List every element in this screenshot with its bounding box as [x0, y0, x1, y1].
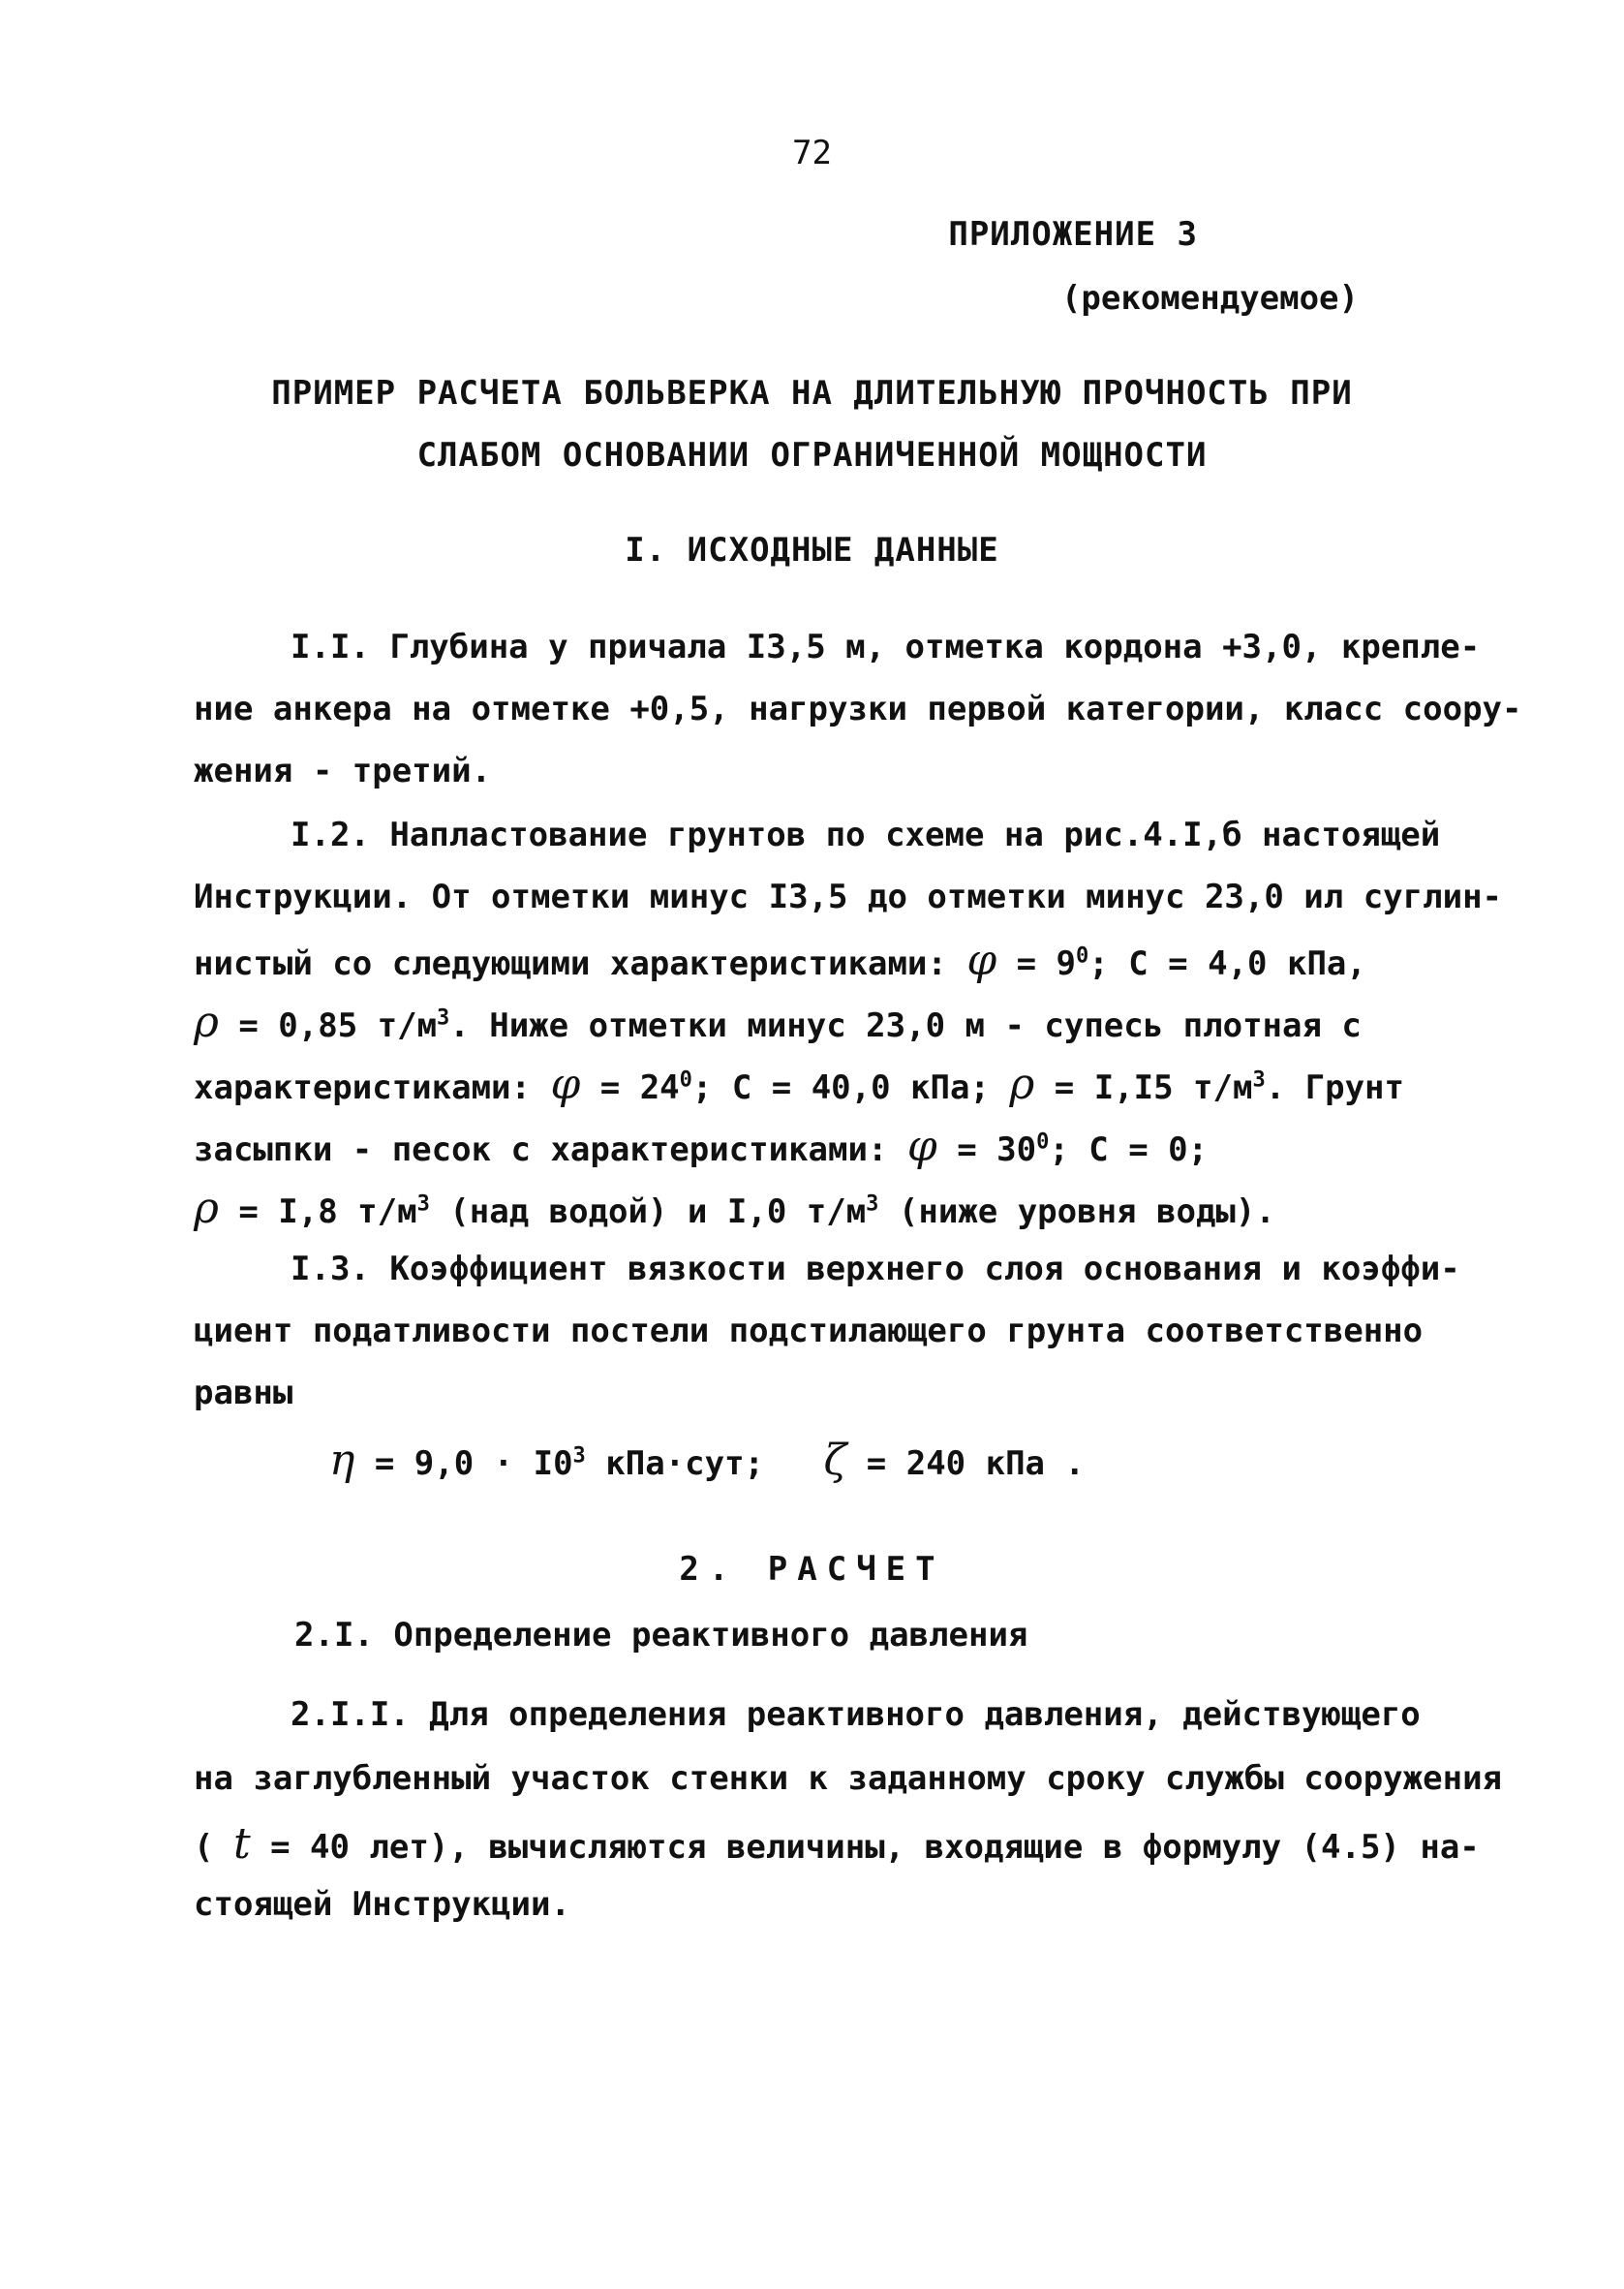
- t-symbol: t: [232, 1819, 251, 1869]
- section-1-heading: I. ИСХОДНЫЕ ДАННЫЕ: [625, 531, 999, 570]
- rho-symbol: ρ: [194, 1184, 219, 1233]
- cube-superscript: 3: [437, 1005, 450, 1031]
- rho-symbol: ρ: [1009, 1060, 1035, 1109]
- paragraph-2-1-1-line-2: на заглубленный участок стенки к заданному сроку службы сооружения: [194, 1759, 1503, 1798]
- text-span: = 30: [936, 1130, 1037, 1169]
- zeta-symbol: ζ: [823, 1436, 847, 1485]
- document-title-line-1: ПРИМЕР РАСЧЕТА БОЛЬВЕРКА НА ДЛИТЕЛЬНУЮ ПРОЧНОСТЬ ПРИ: [271, 374, 1353, 413]
- cube-superscript: 3: [416, 1191, 430, 1217]
- cube-superscript: 3: [866, 1191, 879, 1217]
- phi-symbol: φ: [966, 936, 997, 985]
- cube-superscript: 3: [572, 1443, 586, 1469]
- text-span: . Грунт: [1265, 1068, 1404, 1107]
- text-span: = 0,85 т/м: [218, 1006, 438, 1045]
- paragraph-1-2-line-1: I.2. Напластование грунтов по схеме на рис.4.I,б настоящей: [291, 816, 1441, 854]
- cube-superscript: 3: [1252, 1067, 1266, 1093]
- text-span: характеристиками:: [194, 1068, 551, 1107]
- text-span: засыпки - песок с характеристиками:: [194, 1130, 907, 1169]
- paragraph-1-2-line-4: [194, 998, 1362, 1047]
- paragraph-1-1-line-3: жения - третий.: [194, 752, 492, 790]
- appendix-label: ПРИЛОЖЕНИЕ 3: [948, 215, 1198, 254]
- text-span: . Ниже отметки минус 23,0 м - супесь плотная с: [449, 1006, 1362, 1045]
- subsection-2-1-heading: 2.I. Определение реактивного давления: [294, 1616, 1028, 1655]
- text-span: = 9: [996, 944, 1077, 983]
- text-span: = I,I5 т/м: [1034, 1068, 1253, 1107]
- text-span: = 40 лет), вычисляются величины, входящие в формулу (4.5) на-: [250, 1828, 1480, 1867]
- text-span: ; С = 40,0 кПа;: [691, 1068, 1010, 1107]
- text-span: (ниже уровня воды).: [878, 1192, 1275, 1231]
- paragraph-1-2-line-3: [194, 936, 1366, 985]
- paragraph-1-3-line-1: I.3. Коэффициент вязкости верхнего слоя основания и коэффи-: [291, 1250, 1460, 1288]
- text-span: = 240 кПа .: [846, 1444, 1085, 1483]
- text-span: кПа·сут;: [585, 1444, 765, 1483]
- text-span: = 9,0 · I0: [354, 1444, 573, 1483]
- paragraph-1-3-line-2: циент податливости постели подстилающего грунта соответственно: [194, 1312, 1424, 1350]
- text-span: (над водой) и I,0 т/м: [429, 1192, 867, 1231]
- eta-symbol: η: [329, 1436, 355, 1485]
- paragraph-1-1-line-2: ние анкера на отметке +0,5, нагрузки первой категории, класс соору-: [194, 690, 1522, 728]
- text-span: = I,8 т/м: [218, 1192, 417, 1231]
- rho-symbol: ρ: [194, 998, 219, 1047]
- degree-superscript: 0: [679, 1067, 692, 1093]
- text-span: (: [194, 1828, 233, 1867]
- formula-line: [329, 1436, 1085, 1485]
- paragraph-1-2-line-6: [194, 1122, 1209, 1171]
- paragraph-1-1-line-1: I.I. Глубина у причала I3,5 м, отметка кордона +3,0, крепле-: [291, 628, 1481, 666]
- text-span: ; С = 0;: [1049, 1130, 1209, 1169]
- appendix-note: (рекомендуемое): [1060, 279, 1359, 318]
- paragraph-1-2-line-7: [194, 1184, 1275, 1233]
- document-title-line-2: СЛАБОМ ОСНОВАНИИ ОГРАНИЧЕННОЙ МОЩНОСТИ: [416, 436, 1208, 475]
- phi-symbol: φ: [906, 1122, 937, 1171]
- phi-symbol: φ: [550, 1060, 581, 1109]
- degree-superscript: 0: [1036, 1129, 1050, 1155]
- paragraph-1-2-line-5: [194, 1060, 1404, 1109]
- text-span: ; С = 4,0 кПа,: [1088, 944, 1366, 983]
- paragraph-2-1-1-line-4: стоящей Инструкции.: [194, 1885, 570, 1924]
- page-number: 72: [792, 134, 832, 172]
- text-span: нистый со следующими характеристиками:: [194, 944, 967, 983]
- paragraph-2-1-1-line-3: [194, 1819, 1480, 1869]
- paragraph-2-1-1-line-1: 2.I.I. Для определения реактивного давления, действующего: [291, 1695, 1421, 1734]
- paragraph-1-2-line-2: Инструкции. От отметки минус I3,5 до отметки минус 23,0 ил суглин-: [194, 878, 1503, 916]
- degree-superscript: 0: [1076, 943, 1089, 969]
- paragraph-1-3-line-3: равны: [194, 1374, 293, 1412]
- text-span: = 24: [580, 1068, 680, 1107]
- section-2-heading: 2. РАСЧЕТ: [679, 1550, 945, 1589]
